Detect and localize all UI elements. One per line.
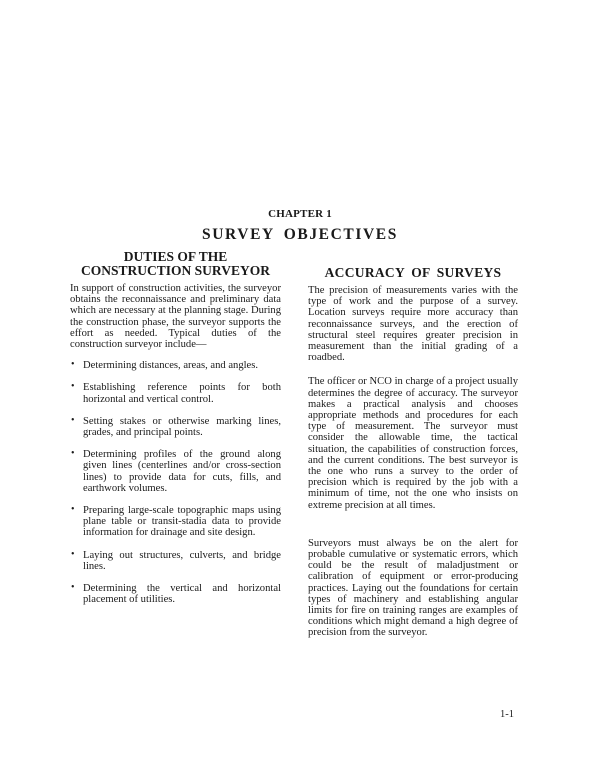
chapter-label: CHAPTER 1 [268,208,332,220]
bullet-icon: • [71,414,75,426]
duties-heading [70,250,281,278]
bullet-icon: • [71,548,75,560]
bullet-icon: • [71,582,75,594]
list-item [70,416,281,438]
list-item [70,382,281,404]
bullet-icon: • [71,504,75,516]
duties-intro-paragraph: In support of construction activities, the surveyor obtains the reconnaissance and preliminary data which are necessary at the planning stage. During the construction phase, the surveyor supports the effort as needed. Typical duties of the construction surveyor include— [70,283,281,351]
duty-text: Determining profiles of the ground along given lines (centerlines and/or cross-section lines) to provide data for cuts, fills, and earthwork volumes. [83,449,281,494]
accuracy-heading: ACCURACY OF SURVEYS [324,265,502,280]
duties-heading-line1: DUTIES OF THE [123,249,228,264]
duty-text: Determining the vertical and horizontal placement of utilities. [83,583,281,606]
bullet-icon: • [71,448,75,460]
bullet-icon: • [71,381,75,393]
accuracy-paragraph: Surveyors must always be on the alert for probable cumulative or systematic errors, which could be the result of maladjustment or calibration of equipment or error-producing practices. Laying out the foundations for certain types of machinery and establishing angular limits for fire on training ranges are examples of conditions which might demand a high degree of precision from the surveyor. [308,537,518,639]
duties-heading-line2: CONSTRUCTION SURVEYOR [81,263,270,278]
duty-text: Setting stakes or otherwise marking lines, grades, and principal points. [83,415,281,439]
list-item [70,449,281,494]
duty-text: Preparing large-scale topographic maps using plane table or transit-stadia data to provide information for drainage and site design. [83,505,281,539]
chapter-title: SURVEY OBJECTIVES [202,226,398,243]
duties-list [70,360,281,605]
list-item [70,583,281,605]
accuracy-paragraph: The precision of measurements varies with the type of work and the purpose of a survey. Location surveys require more accuracy than reconnaissance surveys, and the erection of structural steel requires greater precision in measurement than the initial grading of a roadbed. [308,285,518,364]
duty-text: Determining distances, areas, and angles. [83,360,259,372]
page-number: 1-1 [500,709,514,720]
duty-text: Laying out structures, culverts, and bridge lines. [83,549,281,572]
bullet-icon: • [71,359,75,371]
list-item [70,550,281,572]
right-column [308,250,518,652]
list-item [70,360,281,371]
left-column [70,250,281,616]
duty-text: Establishing reference points for both horizontal and vertical control. [83,382,281,405]
accuracy-paragraph: The officer or NCO in charge of a project usually determines the degree of accuracy. The surveyor makes a practical analysis and chooses appropriate methods and procedures for each type of measurement. The surveyor must consider the allowable time, the tactical situation, the capabilities of construction forces, and the current conditions. The best surveyor is the one who runs a survey to the order of precision which is required by the job with a minimum of time, not the one who insists on extreme precision at all times. [308,376,518,511]
list-item [70,505,281,539]
